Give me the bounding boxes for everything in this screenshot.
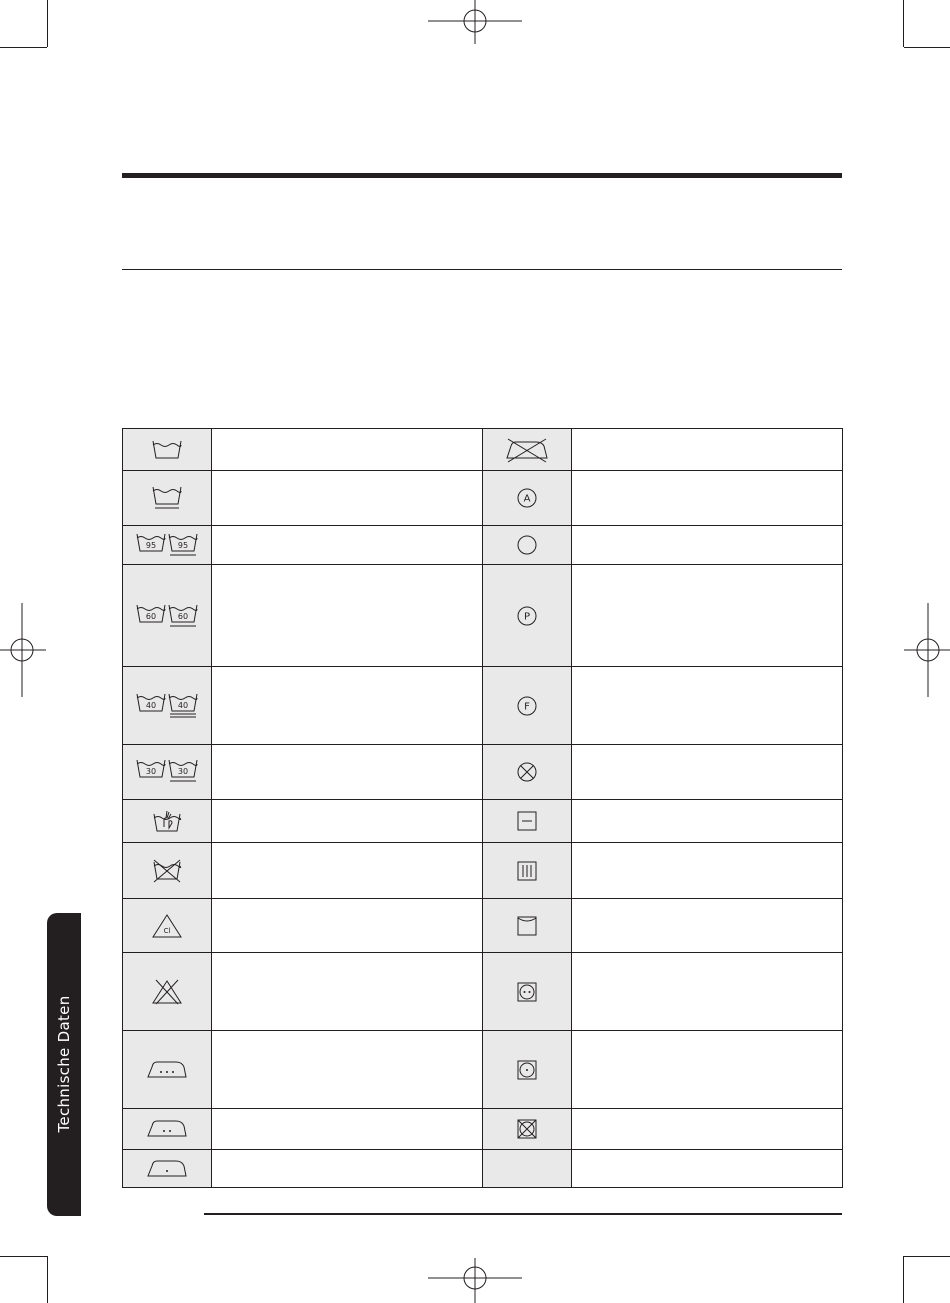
iron-medium-icon [145, 1117, 189, 1141]
description-cell [212, 471, 483, 526]
registration-mark-bottom [425, 1256, 525, 1303]
symbol-cell [123, 429, 212, 471]
description-cell [212, 526, 483, 565]
svg-text:F: F [524, 701, 530, 712]
description-cell [572, 953, 843, 1031]
footer-rule [204, 1213, 842, 1215]
symbol-cell [483, 526, 572, 565]
wash-30-icon [135, 757, 199, 787]
description-cell [572, 843, 843, 899]
description-cell [212, 429, 483, 471]
symbol-cell [483, 953, 572, 1031]
svg-text:40: 40 [177, 700, 189, 710]
svg-text:Cl: Cl [163, 926, 171, 935]
table-row [123, 526, 843, 565]
table-row [123, 745, 843, 800]
symbol-cell [123, 800, 212, 843]
crop-mark [903, 0, 904, 47]
iron-high-icon [145, 1058, 189, 1082]
registration-mark-right [900, 603, 950, 697]
table-row [123, 565, 843, 667]
description-cell [212, 899, 483, 953]
symbol-cell [483, 565, 572, 667]
dry-clean-p-icon [515, 604, 539, 628]
table-row [123, 471, 843, 526]
symbol-cell [123, 667, 212, 745]
symbol-cell [483, 1031, 572, 1109]
description-cell [212, 1150, 483, 1188]
care-symbols-table [122, 428, 843, 1188]
symbol-cell [483, 429, 572, 471]
line-dry-icon [516, 915, 538, 937]
symbol-cell [123, 899, 212, 953]
bleach-cl-icon [151, 912, 183, 940]
description-cell [572, 667, 843, 745]
symbol-cell [123, 526, 212, 565]
symbol-cell [483, 899, 572, 953]
description-cell [572, 471, 843, 526]
table-row [123, 800, 843, 843]
description-cell [572, 429, 843, 471]
wash-60-icon [135, 602, 199, 630]
description-cell [572, 1150, 843, 1188]
svg-text:40: 40 [145, 700, 157, 710]
symbol-cell [483, 800, 572, 843]
crop-mark [47, 1256, 48, 1303]
registration-mark-top [425, 0, 525, 46]
wash-95-icon [135, 531, 199, 559]
wash-40-icon [135, 691, 199, 721]
table-row [123, 899, 843, 953]
description-cell [572, 565, 843, 667]
table-row [123, 429, 843, 471]
symbol-cell [483, 1150, 572, 1188]
description-cell [212, 745, 483, 800]
side-section-tab-label: Technische Daten [55, 995, 73, 1133]
do-not-dry-clean-icon [515, 760, 539, 784]
description-cell [572, 1031, 843, 1109]
header-rule-thin [122, 269, 842, 270]
table-row [123, 1150, 843, 1188]
dry-flat-icon [516, 810, 538, 832]
symbol-cell [123, 843, 212, 899]
wash-tub-icon [150, 438, 184, 462]
registration-mark-left [0, 603, 50, 697]
symbol-cell [483, 667, 572, 745]
symbol-cell [123, 745, 212, 800]
symbol-cell [123, 565, 212, 667]
table-row [123, 953, 843, 1031]
symbol-cell [483, 1109, 572, 1150]
crop-mark [0, 1256, 47, 1257]
svg-text:60: 60 [145, 611, 157, 621]
dry-clean-a-icon [515, 486, 539, 510]
description-cell [212, 1109, 483, 1150]
svg-text:95: 95 [145, 541, 157, 550]
iron-low-icon [145, 1157, 189, 1181]
crop-mark [904, 47, 950, 48]
table-row [123, 667, 843, 745]
crop-mark [903, 1256, 904, 1303]
crop-mark [904, 1256, 950, 1257]
description-cell [572, 800, 843, 843]
description-cell [572, 1109, 843, 1150]
description-cell [212, 843, 483, 899]
symbol-cell [483, 745, 572, 800]
do-not-iron-icon [502, 436, 552, 464]
description-cell [212, 565, 483, 667]
do-not-bleach-icon [150, 978, 184, 1006]
do-not-tumble-dry-icon [516, 1118, 538, 1140]
crop-mark [47, 0, 48, 47]
symbol-cell [123, 953, 212, 1031]
description-cell [212, 1031, 483, 1109]
svg-text:95: 95 [177, 541, 189, 550]
symbol-cell [123, 1109, 212, 1150]
description-cell [212, 953, 483, 1031]
symbol-cell [483, 843, 572, 899]
svg-text:P: P [523, 611, 531, 622]
svg-text:60: 60 [177, 611, 189, 621]
header-rule-thick [122, 173, 842, 178]
symbol-cell [483, 471, 572, 526]
do-not-wash-icon [150, 857, 184, 885]
description-cell [212, 667, 483, 745]
table-row [123, 1109, 843, 1150]
svg-text:30: 30 [145, 767, 157, 776]
symbol-cell [123, 1031, 212, 1109]
description-cell [572, 526, 843, 565]
description-cell [572, 899, 843, 953]
drip-dry-icon [516, 860, 538, 882]
svg-text:30: 30 [177, 767, 189, 776]
table-row [123, 843, 843, 899]
table-row [123, 1031, 843, 1109]
crop-mark [0, 47, 47, 48]
svg-text:A: A [523, 493, 531, 505]
tumble-dry-low-icon [516, 1059, 538, 1081]
tumble-dry-normal-icon [516, 981, 538, 1003]
description-cell [572, 745, 843, 800]
dry-clean-f-icon [515, 694, 539, 718]
symbol-cell [123, 1150, 212, 1188]
hand-wash-icon [150, 807, 184, 835]
dry-clean-circle-icon [515, 533, 539, 557]
wash-tub-gentle-icon [150, 484, 184, 512]
description-cell [212, 800, 483, 843]
symbol-cell [123, 471, 212, 526]
